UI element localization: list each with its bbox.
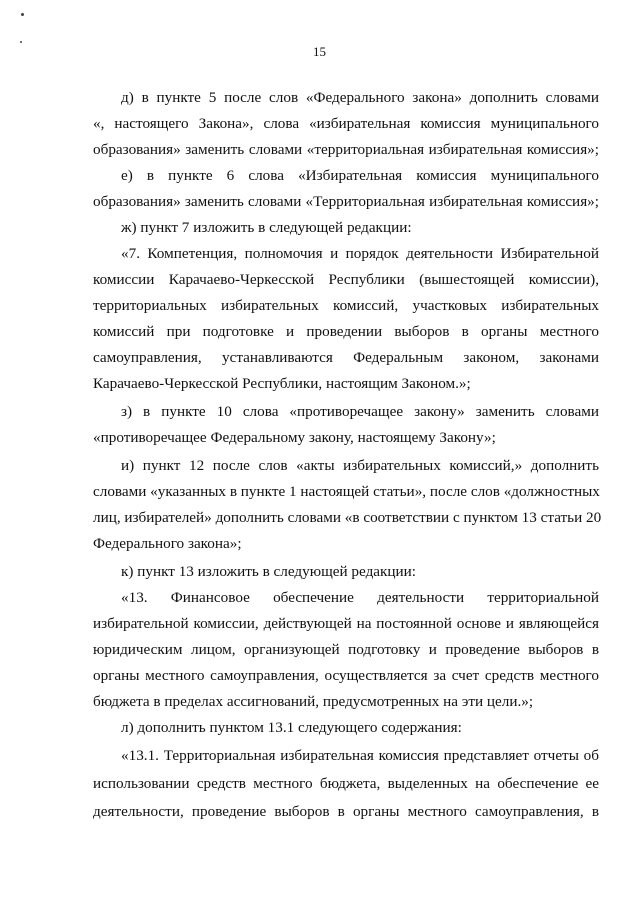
text-line: бюджета в пределах ассигнований, предусмотренных на эти цели.»; bbox=[93, 693, 534, 710]
text-line: «противоречащее Федеральному закону, настоящему Закону»; bbox=[93, 429, 496, 446]
text-line: е) в пункте 6 слова «Избирательная комиссия муниципального bbox=[121, 167, 599, 184]
text-line: органы местного самоуправления, осуществляется за счет средств местного bbox=[93, 667, 599, 684]
text-line: «7. Компетенция, полномочия и порядок деятельности Избирательной bbox=[121, 245, 599, 262]
text-line: «13. Финансовое обеспечение деятельности территориальной bbox=[121, 589, 599, 606]
text-line: л) дополнить пунктом 13.1 следующего содержания: bbox=[121, 719, 462, 736]
text-line: д) в пункте 5 после слов «Федерального закона» дополнить словами bbox=[121, 89, 599, 106]
text-line: использовании средств местного бюджета, выделенных на обеспечение ее bbox=[93, 775, 599, 792]
page-number: 15 bbox=[313, 44, 326, 59]
text-line: лиц, избирателей» дополнить словами «в соответствии с пунктом 13 статьи 20 bbox=[93, 509, 602, 526]
text-line: Федерального закона»; bbox=[93, 535, 242, 552]
text-line: образования» заменить словами «Территориальная избирательная комиссия»; bbox=[93, 193, 599, 210]
text-line: «, настоящего Закона», слова «избирательная комиссия муниципального bbox=[93, 115, 599, 132]
text-line: комиссии Карачаево-Черкесской Республики (вышестоящей комиссии), bbox=[93, 271, 599, 288]
scan-speck bbox=[21, 13, 24, 16]
text-line: и) пункт 12 после слов «акты избирательных комиссий,» дополнить bbox=[121, 457, 599, 474]
text-line: избирательной комиссии, действующей на постоянной основе и являющейся bbox=[93, 615, 599, 632]
text-line: юридическим лицом, организующей подготовку и проведение выборов в bbox=[93, 641, 599, 658]
text-line: самоуправления, устанавливаются Федеральным законом, законами bbox=[93, 349, 599, 366]
text-line: к) пункт 13 изложить в следующей редакции: bbox=[121, 563, 417, 580]
text-line: словами «указанных в пункте 1 настоящей статьи», после слов «должностных bbox=[93, 483, 600, 500]
text-line: территориальных избирательных комиссий, участковых избирательных bbox=[93, 297, 599, 314]
text-line: деятельности, проведение выборов в органы местного самоуправления, в bbox=[93, 803, 599, 820]
text-line: комиссий при подготовке и проведении выборов в органы местного bbox=[93, 323, 599, 340]
text-line: «13.1. Территориальная избирательная комиссия представляет отчеты об bbox=[121, 747, 599, 764]
text-line: ж) пункт 7 изложить в следующей редакции: bbox=[121, 219, 412, 236]
text-line: Карачаево-Черкесской Республики, настоящим Законом.»; bbox=[93, 375, 471, 392]
scan-speck bbox=[20, 41, 22, 43]
text-line: образования» заменить словами «территориальная избирательная комиссия»; bbox=[93, 141, 599, 158]
text-line: з) в пункте 10 слова «противоречащее закону» заменить словами bbox=[121, 403, 599, 420]
